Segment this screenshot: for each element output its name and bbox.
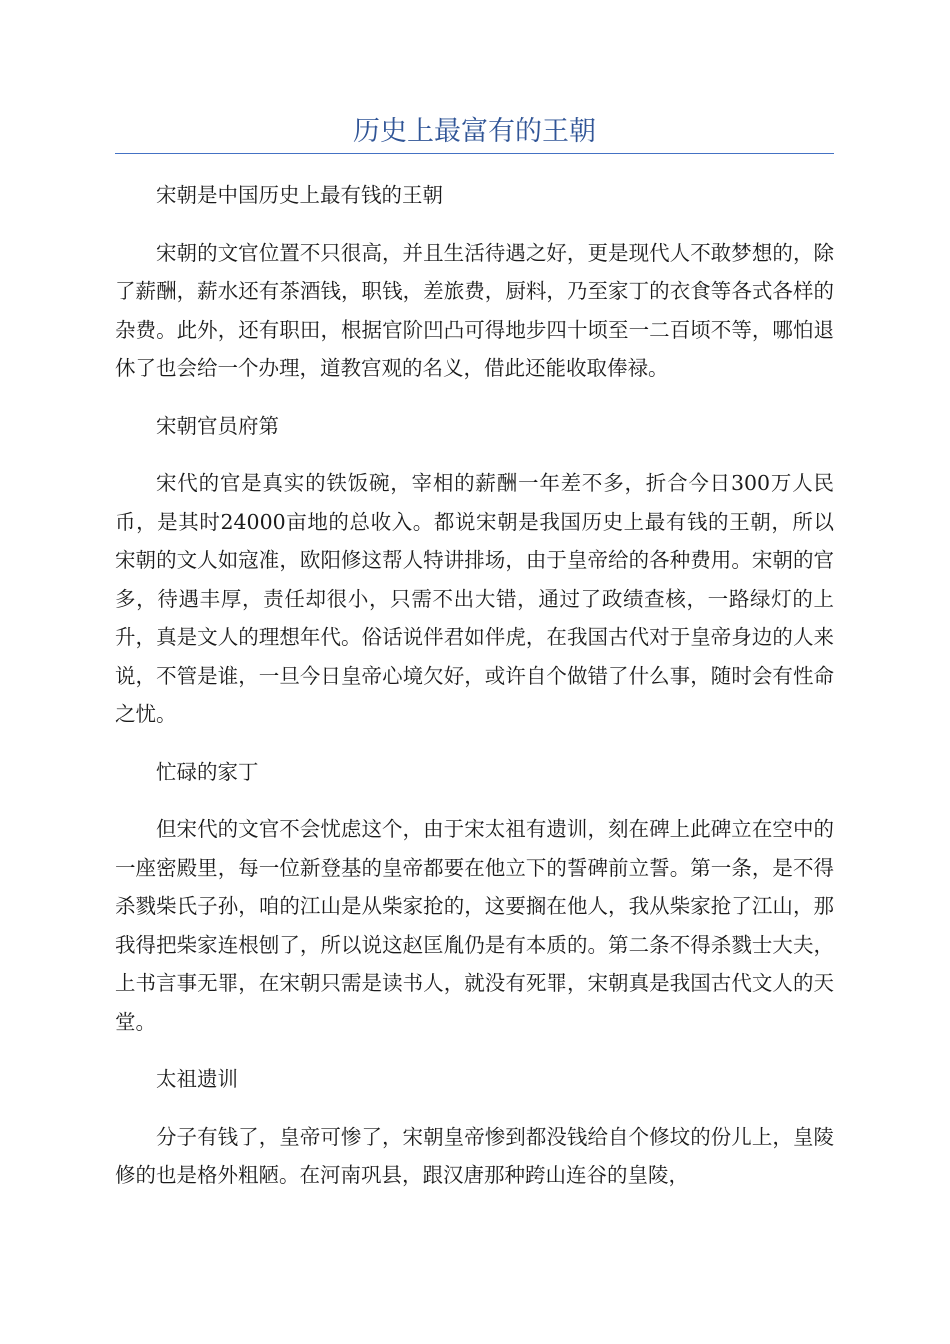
- paragraph: 宋代的官是真实的铁饭碗，宰相的薪酬一年差不多，折合今日300万人民币，是其时24000亩地的总收入。都说宋朝是我国历史上最有钱的王朝，所以宋朝的文人如寇准，欧阳修这帮人特讲排场，由于皇帝给的各种费用。宋朝的官多，待遇丰厚，责任却很小，只需不出大错，通过了政绩查核，一路绿灯的上升，真是文人的理想年代。俗话说伴君如伴虎，在我国古代对于皇帝身边的人来说，不管是谁，一旦今日皇帝心境欠好，或许自个做错了什么事，随时会有性命之忧。: [115, 471, 834, 726]
- paragraph: 但宋代的文官不会忧虑这个，由于宋太祖有遗训，刻在碑上此碑立在空中的一座密殿里，每一位新登基的皇帝都要在他立下的誓碑前立誓。第一条，是不得杀戮柴氏子孙，咱的江山是从柴家抢的，这要搁在他人，我从柴家抢了江山，那我得把柴家连根刨了，所以说这赵匡胤仍是有本质的。第二条不得杀戮士大夫，上书言事无罪，在宋朝只需是读书人，就没有死罪，宋朝真是我国古代文人的天堂。: [115, 817, 834, 1034]
- paragraph-subheading: 太祖遗训: [156, 1067, 238, 1091]
- document-body: [115, 176, 834, 1214]
- paragraph-subheading: 宋朝是中国历史上最有钱的王朝: [156, 183, 443, 207]
- title-underline: [115, 153, 834, 154]
- paragraph-subheading: 忙碌的家丁: [156, 759, 259, 784]
- paragraph: 分子有钱了，皇帝可惨了，宋朝皇帝惨到都没钱给自个修坟的份儿上，皇陵修的也是格外粗陋。在河南巩县，跟汉唐那种跨山连谷的皇陵，: [115, 1124, 834, 1187]
- document-title: 历史上最富有的王朝: [353, 116, 596, 147]
- paragraph-subheading: 宋朝官员府第: [156, 413, 279, 438]
- paragraph: 宋朝的文官位置不只很高，并且生活待遇之好，更是现代人不敢梦想的，除了薪酬，薪水还有茶酒钱，职钱，差旅费，厨料，乃至家丁的衣食等各式各样的杂费。此外，还有职田，根据官阶凹凸可得地步四十顷至一二百顷不等，哪怕退休了也会给一个办理，道教宫观的名义，借此还能收取俸禄。: [115, 240, 834, 380]
